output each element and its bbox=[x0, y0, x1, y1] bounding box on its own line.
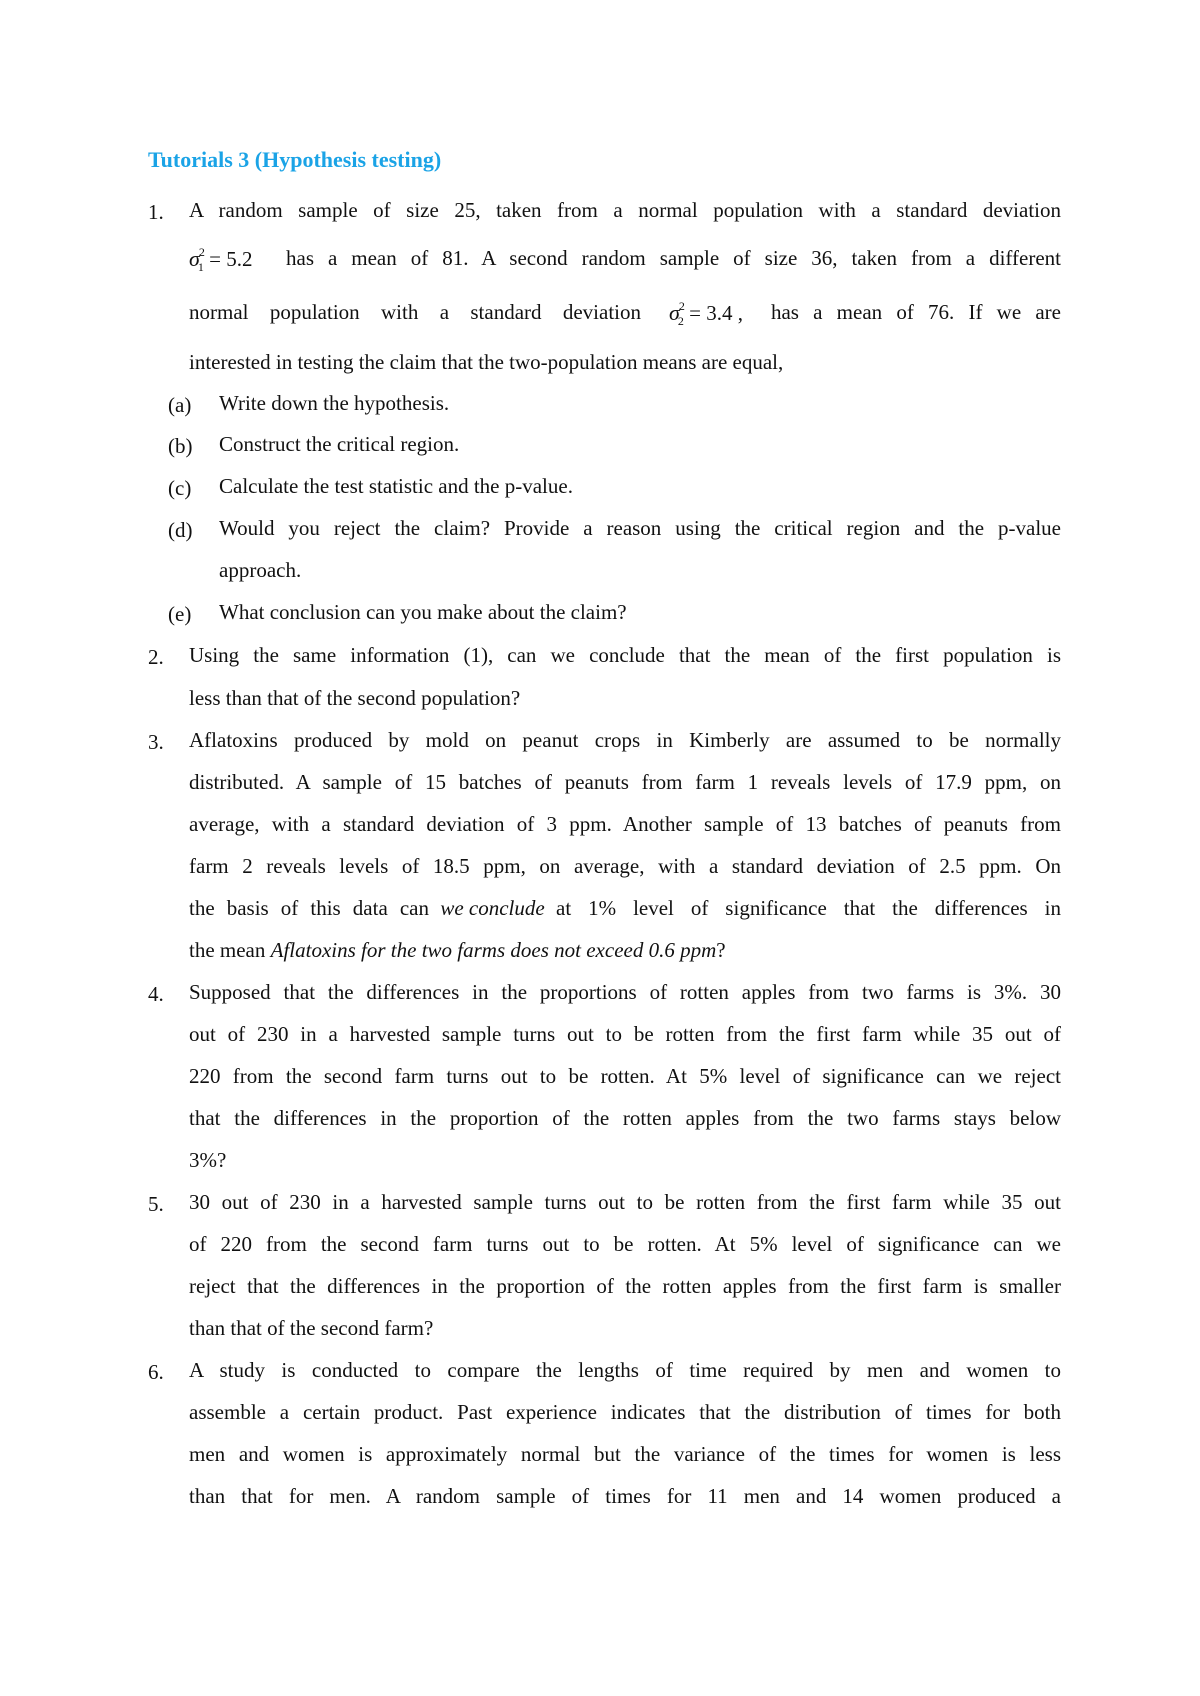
sigma2-formula: $\sigma^2_2 = 3.4$ , bbox=[669, 299, 743, 328]
q6-number: 6. bbox=[148, 1360, 164, 1384]
q1e-text: What conclusion can you make about the claim? bbox=[219, 600, 627, 624]
q3-line-5 bbox=[189, 898, 1061, 919]
q2-number: 2. bbox=[148, 645, 164, 669]
q1e-label: (e) bbox=[168, 602, 192, 626]
q4-number: 4. bbox=[148, 982, 164, 1006]
q1d-text-1: Would you reject the claim? Provide a reason using the critical region and the p-value bbox=[219, 516, 1061, 540]
q6-line-4: than that for men. A random sample of times for 11 men and 14 women produced a bbox=[189, 1484, 1061, 1508]
q3-line-5-b: at 1% level of significance that the differences in bbox=[556, 896, 1061, 920]
q4-line-5: 3%? bbox=[189, 1148, 227, 1172]
q1d-text-2: approach. bbox=[219, 558, 302, 582]
q2-line-2: less than that of the second population? bbox=[189, 686, 521, 710]
q3-line-6-italic: Aflatoxins for the two farms does not exceed 0.6 ppm bbox=[270, 938, 717, 962]
q6-line-1: A study is conducted to compare the lengths of time required by men and women to bbox=[189, 1358, 1061, 1382]
q1c-text: Calculate the test statistic and the p-value. bbox=[219, 474, 573, 498]
q4-line-2: out of 230 in a harvested sample turns out to be rotten from the first farm while 35 out of bbox=[189, 1022, 1061, 1046]
q5-line-1: 30 out of 230 in a harvested sample turns out to be rotten from the first farm while 35 out bbox=[189, 1190, 1061, 1214]
q3-number: 3. bbox=[148, 730, 164, 754]
q6-line-2: assemble a certain product. Past experience indicates that the distribution of times for both bbox=[189, 1400, 1061, 1424]
q1-line-3-text-a: normal population with a standard deviation bbox=[189, 300, 641, 324]
q1-line-4: interested in testing the claim that the two-population means are equal, bbox=[189, 350, 784, 374]
q2-line-1: Using the same information (1), can we conclude that the mean of the first population is bbox=[189, 643, 1061, 667]
q1c-label: (c) bbox=[168, 476, 192, 500]
page-title: Tutorials 3 (Hypothesis testing) bbox=[148, 147, 442, 172]
q1a-text: Write down the hypothesis. bbox=[219, 391, 450, 415]
q1-line-2-text: has a mean of 81. A second random sample of size 36, taken from a different bbox=[286, 246, 1061, 270]
q4-line-1: Supposed that the differences in the proportions of rotten apples from two farms is 3%. 30 bbox=[189, 980, 1061, 1004]
q5-line-4: than that of the second farm? bbox=[189, 1316, 434, 1340]
q1-number: 1. bbox=[148, 200, 164, 224]
q6-line-3: men and women is approximately normal but the variance of the times for women is less bbox=[189, 1442, 1061, 1466]
q1a-label: (a) bbox=[168, 393, 192, 417]
q5-number: 5. bbox=[148, 1192, 164, 1216]
q4-line-4: that the differences in the proportion of the rotten apples from the two farms stays below bbox=[189, 1106, 1061, 1130]
q5-line-3: reject that the differences in the proportion of the rotten apples from the first farm is smaller bbox=[189, 1274, 1061, 1298]
q1-line-3-text-b: has a mean of 76. If we are bbox=[770, 300, 1061, 324]
q1b-text: Construct the critical region. bbox=[219, 432, 460, 456]
q3-line-2: distributed. A sample of 15 batches of peanuts from farm 1 reveals levels of 17.9 ppm, on bbox=[189, 770, 1061, 794]
q1-line-3 bbox=[189, 299, 1061, 328]
q1b-label: (b) bbox=[168, 434, 193, 458]
q1d-label: (d) bbox=[168, 518, 193, 542]
q3-line-4: farm 2 reveals levels of 18.5 ppm, on average, with a standard deviation of 2.5 ppm. On bbox=[189, 854, 1061, 878]
q1-line-1: A random sample of size 25, taken from a normal population with a standard deviation bbox=[189, 198, 1061, 222]
q3-line-5-a: the basis of this data can bbox=[189, 896, 429, 920]
q3-line-5-italic: we conclude bbox=[440, 896, 545, 920]
q3-line-3: average, with a standard deviation of 3 ppm. Another sample of 13 batches of peanuts from bbox=[189, 812, 1061, 836]
sigma1-formula: $\sigma^2_1 = 5.2$ bbox=[189, 245, 253, 274]
q1-line-2 bbox=[189, 245, 1061, 274]
q5-line-2: of 220 from the second farm turns out to be rotten. At 5% level of significance can we bbox=[189, 1232, 1061, 1256]
q4-line-3: 220 from the second farm turns out to be rotten. At 5% level of significance can we reject bbox=[189, 1064, 1061, 1088]
q3-line-6: the mean Aflatoxins for the two farms does not exceed 0.6 ppm? bbox=[189, 938, 726, 962]
q3-line-1: Aflatoxins produced by mold on peanut crops in Kimberly are assumed to be normally bbox=[189, 728, 1061, 752]
